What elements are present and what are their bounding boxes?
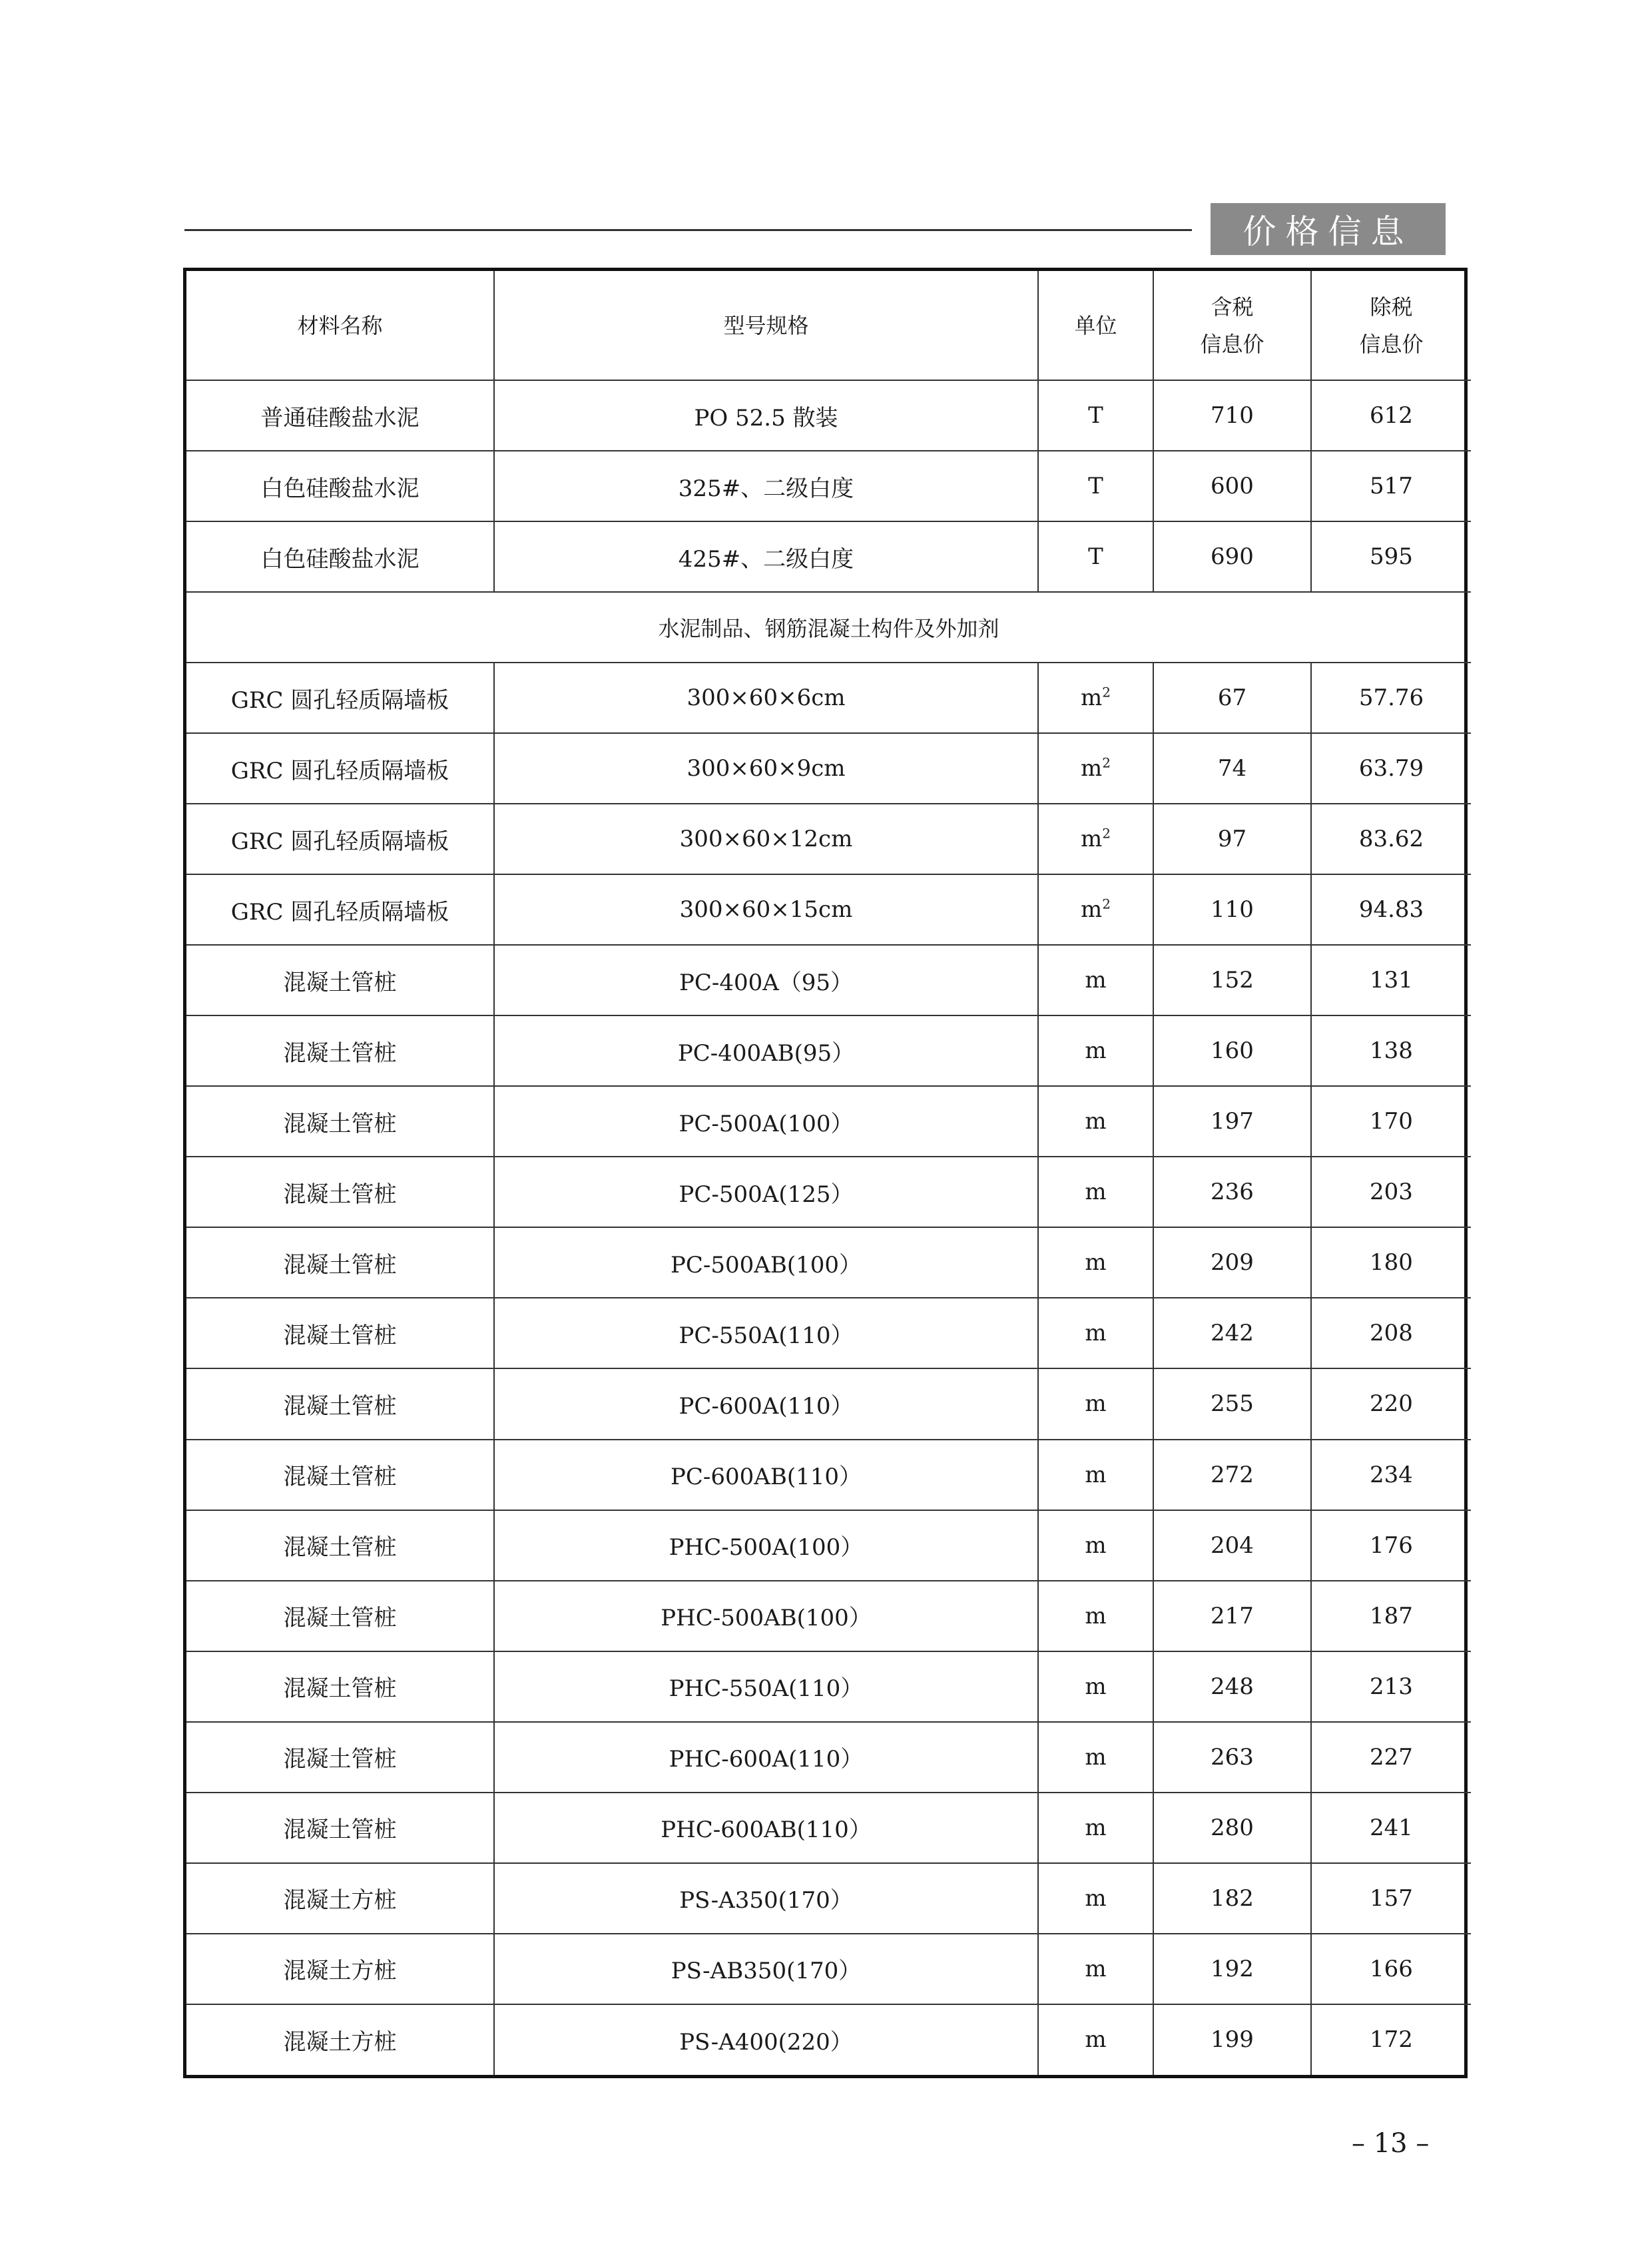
cell-price-tax-exclusive: 517 [1311,451,1471,521]
col-header-spec: 型号规格 [494,271,1038,380]
cell-material-name: GRC 圆孔轻质隔墙板 [186,663,494,733]
cell-unit: m [1038,1298,1153,1368]
cell-price-tax-inclusive: 690 [1153,521,1311,592]
table-row [186,874,1471,945]
cell-material-name: 混凝土管桩 [186,1793,494,1863]
unit-base: m [1081,685,1103,712]
col-header-name: 材料名称 [186,271,494,380]
cell-unit: m [1038,1581,1153,1651]
cell-spec: PC-500A(125） [494,1157,1038,1227]
table-row [186,1863,1471,1934]
unit-base: m [1081,755,1103,782]
cell-price-tax-exclusive: 187 [1311,1581,1471,1651]
table-row [186,663,1471,733]
table-row [186,1722,1471,1793]
cell-unit: m [1038,1157,1153,1227]
table-row [186,1793,1471,1863]
cell-price-tax-inclusive: 74 [1153,733,1311,804]
cell-price-tax-exclusive: 157 [1311,1863,1471,1934]
cell-price-tax-inclusive: 152 [1153,945,1311,1015]
cell-unit [1038,874,1153,945]
cell-price-tax-exclusive: 227 [1311,1722,1471,1793]
cell-material-name: 混凝土管桩 [186,1298,494,1368]
cell-price-tax-exclusive: 180 [1311,1227,1471,1298]
cell-material-name: 混凝土方桩 [186,1863,494,1934]
cell-material-name: 混凝土管桩 [186,1722,494,1793]
cell-material-name: 普通硅酸盐水泥 [186,380,494,451]
cell-price-tax-exclusive: 57.76 [1311,663,1471,733]
cell-material-name: 混凝土管桩 [186,1651,494,1722]
table-row [186,1015,1471,1086]
cell-price-tax-exclusive: 138 [1311,1015,1471,1086]
cell-price-tax-inclusive: 97 [1153,804,1311,874]
table-row [186,1934,1471,2004]
cell-material-name: 混凝土管桩 [186,1015,494,1086]
cell-price-tax-inclusive: 182 [1153,1863,1311,1934]
unit-base: m [1081,826,1103,853]
table-row [186,1298,1471,1368]
cell-material-name: 混凝土管桩 [186,1368,494,1439]
cell-material-name: 白色硅酸盐水泥 [186,521,494,592]
table-section [186,592,1471,663]
cell-price-tax-exclusive: 172 [1311,2004,1471,2075]
cell-spec: PC-500AB(100） [494,1227,1038,1298]
cell-spec: PS-A350(170） [494,1863,1038,1934]
cell-material-name: GRC 圆孔轻质隔墙板 [186,874,494,945]
col-header-tax-exclusive-line2: 信息价 [1359,331,1424,357]
cell-price-tax-inclusive: 199 [1153,2004,1311,2075]
cell-material-name: 混凝土方桩 [186,2004,494,2075]
table-row [186,1651,1471,1722]
table-row [186,1368,1471,1439]
unit-superscript: 2 [1102,754,1111,771]
cell-price-tax-inclusive: 67 [1153,663,1311,733]
cell-unit: m [1038,2004,1153,2075]
cell-material-name: 混凝土方桩 [186,1934,494,2004]
section-row [186,592,1471,663]
cell-price-tax-inclusive: 192 [1153,1934,1311,2004]
cell-spec: PC-400AB(95） [494,1015,1038,1086]
cell-price-tax-inclusive: 204 [1153,1510,1311,1581]
price-table [186,271,1471,2075]
cell-material-name: 混凝土管桩 [186,1157,494,1227]
header-rule [184,229,1192,231]
cell-unit: m [1038,1227,1153,1298]
cell-price-tax-inclusive: 236 [1153,1157,1311,1227]
cell-spec: PC-600A(110） [494,1368,1038,1439]
cell-unit [1038,733,1153,804]
col-header-tax-inclusive-price [1153,271,1311,380]
cell-price-tax-inclusive: 280 [1153,1793,1311,1863]
unit-superscript: 2 [1102,896,1111,912]
page-number: – 13 – [1352,2128,1430,2159]
cell-unit: m [1038,1086,1153,1157]
cell-material-name: 混凝土管桩 [186,1227,494,1298]
cell-spec: 425#、二级白度 [494,521,1038,592]
cell-unit: m [1038,1368,1153,1439]
cell-spec: 300×60×6cm [494,663,1038,733]
cell-unit: m [1038,1722,1153,1793]
cell-price-tax-exclusive: 94.83 [1311,874,1471,945]
cell-material-name: 白色硅酸盐水泥 [186,451,494,521]
cell-unit: T [1038,451,1153,521]
cell-price-tax-exclusive: 203 [1311,1157,1471,1227]
cell-unit: m [1038,1793,1153,1863]
table-row [186,1157,1471,1227]
cell-spec: 300×60×9cm [494,733,1038,804]
cell-unit: m [1038,1015,1153,1086]
cell-spec: PC-550A(110） [494,1298,1038,1368]
cell-price-tax-exclusive: 234 [1311,1440,1471,1510]
cell-unit [1038,804,1153,874]
unit-base: m [1081,896,1103,924]
cell-price-tax-exclusive: 83.62 [1311,804,1471,874]
cell-material-name: GRC 圆孔轻质隔墙板 [186,733,494,804]
table-row [186,733,1471,804]
table-body-main [186,663,1471,2075]
cell-spec: PS-AB350(170） [494,1934,1038,2004]
cell-spec: PC-600AB(110） [494,1440,1038,1510]
cell-price-tax-exclusive: 63.79 [1311,733,1471,804]
cell-unit: m [1038,1510,1153,1581]
cell-spec: PHC-500A(100） [494,1510,1038,1581]
unit-superscript: 2 [1102,684,1111,701]
cell-unit [1038,663,1153,733]
cell-price-tax-inclusive: 242 [1153,1298,1311,1368]
cell-spec: 325#、二级白度 [494,451,1038,521]
col-header-tax-exclusive-line1: 除税 [1370,294,1413,320]
cell-price-tax-inclusive: 255 [1153,1368,1311,1439]
cell-spec: PHC-600A(110） [494,1722,1038,1793]
col-header-tax-exclusive-price [1311,271,1471,380]
table-row [186,1440,1471,1510]
unit-superscript: 2 [1102,825,1111,842]
table-row [186,804,1471,874]
cell-price-tax-inclusive: 160 [1153,1015,1311,1086]
cell-spec: 300×60×15cm [494,874,1038,945]
cell-spec: PHC-500AB(100） [494,1581,1038,1651]
cell-price-tax-inclusive: 248 [1153,1651,1311,1722]
cell-spec: PS-A400(220） [494,2004,1038,2075]
cell-price-tax-inclusive: 217 [1153,1581,1311,1651]
cell-unit: m [1038,945,1153,1015]
cell-price-tax-inclusive: 209 [1153,1227,1311,1298]
cell-price-tax-exclusive: 208 [1311,1298,1471,1368]
section-title: 水泥制品、钢筋混凝土构件及外加剂 [186,592,1471,663]
table-row [186,451,1471,521]
cell-spec: PHC-600AB(110） [494,1793,1038,1863]
price-table-frame [183,268,1468,2078]
table-row [186,1227,1471,1298]
cell-price-tax-exclusive: 595 [1311,521,1471,592]
cell-price-tax-exclusive: 241 [1311,1793,1471,1863]
cell-price-tax-exclusive: 213 [1311,1651,1471,1722]
table-row [186,1581,1471,1651]
cell-spec: PO 52.5 散装 [494,380,1038,451]
cell-material-name: 混凝土管桩 [186,1510,494,1581]
table-row [186,1510,1471,1581]
cell-price-tax-inclusive: 263 [1153,1722,1311,1793]
cell-price-tax-inclusive: 110 [1153,874,1311,945]
cell-price-tax-exclusive: 220 [1311,1368,1471,1439]
table-row [186,2004,1471,2075]
table-row [186,521,1471,592]
col-header-unit: 单位 [1038,271,1153,380]
cell-price-tax-inclusive: 272 [1153,1440,1311,1510]
cell-spec: PC-500A(100） [494,1086,1038,1157]
cell-unit: m [1038,1651,1153,1722]
cell-price-tax-exclusive: 131 [1311,945,1471,1015]
cell-unit: m [1038,1934,1153,2004]
table-header-row [186,271,1471,380]
cell-spec: PHC-550A(110） [494,1651,1038,1722]
cell-price-tax-inclusive: 600 [1153,451,1311,521]
cell-spec: PC-400A（95） [494,945,1038,1015]
cell-unit: T [1038,521,1153,592]
cell-price-tax-exclusive: 170 [1311,1086,1471,1157]
section-tab-price-info: 价格信息 [1211,203,1446,255]
table-row [186,1086,1471,1157]
cell-material-name: 混凝土管桩 [186,1086,494,1157]
table-row [186,380,1471,451]
table-row [186,945,1471,1015]
col-header-tax-inclusive-line2: 信息价 [1200,331,1264,357]
cell-unit: m [1038,1440,1153,1510]
col-header-tax-inclusive-line1: 含税 [1211,294,1254,320]
cell-material-name: 混凝土管桩 [186,945,494,1015]
cell-price-tax-inclusive: 197 [1153,1086,1311,1157]
cell-price-tax-exclusive: 166 [1311,1934,1471,2004]
cell-price-tax-exclusive: 176 [1311,1510,1471,1581]
cell-spec: 300×60×12cm [494,804,1038,874]
cell-material-name: GRC 圆孔轻质隔墙板 [186,804,494,874]
cell-unit: m [1038,1863,1153,1934]
cell-price-tax-inclusive: 710 [1153,380,1311,451]
cell-price-tax-exclusive: 612 [1311,380,1471,451]
cell-unit: T [1038,380,1153,451]
cell-material-name: 混凝土管桩 [186,1440,494,1510]
table-body-top [186,380,1471,592]
cell-material-name: 混凝土管桩 [186,1581,494,1651]
